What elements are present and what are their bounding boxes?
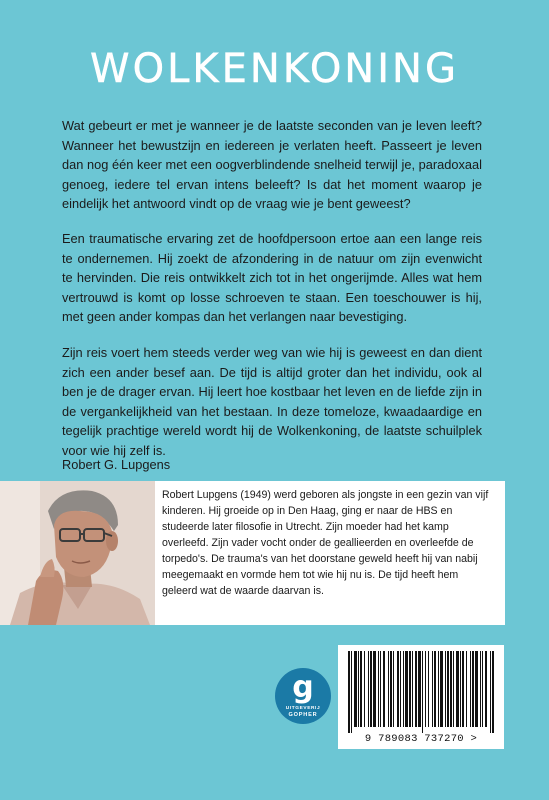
barcode-bar: [351, 651, 352, 733]
barcode-bar: [368, 651, 369, 727]
barcode-bar: [358, 651, 359, 727]
barcode-bar: [438, 651, 439, 727]
barcode-bar: [490, 651, 491, 733]
isbn-barcode: [338, 645, 504, 749]
publisher-logo: [275, 668, 331, 724]
barcode-bar: [485, 651, 487, 727]
barcode-bar: [432, 651, 433, 727]
author-bio-text: Robert Lupgens (1949) werd geboren als jongste in een gezin van vijf kinderen. Hij groeide op in Den Haag, ging er naar de HBS en studeerde later filosofie in Utrecht. Zijn moeder had het kamp overleefd. Zijn vader vocht onder de geallieerden en overleefde de torpedo's. De trauma's van het doorstane geweld heeft hij van nabij meegemaakt en vormde hem tot wie hij nu is. De tijd heeft hem geleerd wat de waarde daarvan is.: [162, 489, 489, 597]
barcode-bar: [450, 651, 452, 727]
blurb-paragraph-1: Wat gebeurt er met je wanneer je de laatste seconden van je leven leeft? Wanneer het bewustzijn en iedereen je verlaten heeft. Passeert je leven dan nog één keer met een oogverblindende snelheid terwijl je, paradoxaal genoeg, iedere tel ervan intens beleeft? Is dat het moment waarop je eindelijk het antwoord vindt op de vraag wie je bent geweest?: [62, 118, 482, 212]
barcode-bar: [388, 651, 389, 727]
barcode-bar: [393, 651, 394, 727]
barcode-bar: [354, 651, 357, 727]
barcode-bar: [456, 651, 459, 727]
barcode-bar: [418, 651, 421, 727]
barcode-bar: [434, 651, 436, 727]
barcode-bar: [390, 651, 392, 727]
barcode-bar: [440, 651, 443, 727]
barcode-bar: [400, 651, 401, 727]
barcode-bar: [472, 651, 474, 727]
barcode-bar: [380, 651, 381, 727]
barcode-bar: [405, 651, 408, 727]
barcode-bar: [475, 651, 478, 727]
barcode-bar: [447, 651, 449, 727]
publisher-logo-line2: GOPHER: [288, 712, 318, 718]
publisher-logo-letter: g: [292, 670, 314, 705]
barcode-bar: [480, 651, 481, 727]
barcode-bar: [470, 651, 471, 727]
barcode-bar: [383, 651, 385, 727]
barcode-bar: [409, 651, 411, 727]
barcode-bar: [492, 651, 494, 733]
barcode-bar: [378, 651, 379, 727]
barcode-bar: [364, 651, 365, 727]
barcode-bar: [425, 651, 426, 727]
barcode-bar: [370, 651, 372, 727]
barcode-bar: [460, 651, 461, 727]
blurb-paragraph-2: Een traumatische ervaring zet de hoofdpersoon ertoe aan een lange reis te ondernemen. Hij zoekt de afzondering in de natuur om zijn evenwicht te hervinden. Die reis ontwikkelt zich tot in het ongerijmde. Alles wat hem vertrouwd is komt op losse schroeven te staan. Een toeschouwer is hij, met geen ander kompas dan het verlangen naar bevestiging.: [62, 231, 482, 325]
barcode-bar: [422, 651, 423, 733]
barcode-bar: [445, 651, 446, 727]
author-bio-panel: [0, 481, 505, 625]
barcode-bar: [453, 651, 454, 727]
barcode-bar: [428, 651, 429, 727]
barcode-bar: [403, 651, 404, 727]
book-title: WOLKENKONING: [90, 46, 459, 92]
author-signature: Robert G. Lupgens: [62, 457, 171, 472]
publisher-logo-line1: UITGEVERIJ: [285, 706, 321, 711]
barcode-bar: [397, 651, 399, 727]
barcode-bar: [373, 651, 376, 727]
barcode-bar: [482, 651, 483, 727]
author-portrait-illustration: [0, 481, 155, 625]
blurb-paragraph-3: Zijn reis voert hem steeds verder weg van wie hij is geweest en dan dient zich een ander besef aan. De tijd is altijd groter dan het individu, ook al ben je de drager ervan. Hij leert hoe kostbaar het leven en de liefde zijn in de vergankelijkheid van het bestaan. In deze tomeloze, kwaadaardige en tegelijk prachtige wereld wordt hij de Wolkenkoning, de laatste schuilplek voor wie hij zelf is.: [62, 345, 482, 458]
barcode-bar: [466, 651, 467, 727]
barcode-bar: [462, 651, 464, 727]
barcode-bar: [360, 651, 362, 727]
barcode-bar: [348, 651, 350, 733]
barcode-bar: [412, 651, 413, 727]
barcode-bars: [338, 645, 504, 735]
isbn-number: 9 789083 737270 >: [364, 733, 478, 745]
author-photo: [0, 481, 155, 625]
barcode-bar: [415, 651, 417, 727]
